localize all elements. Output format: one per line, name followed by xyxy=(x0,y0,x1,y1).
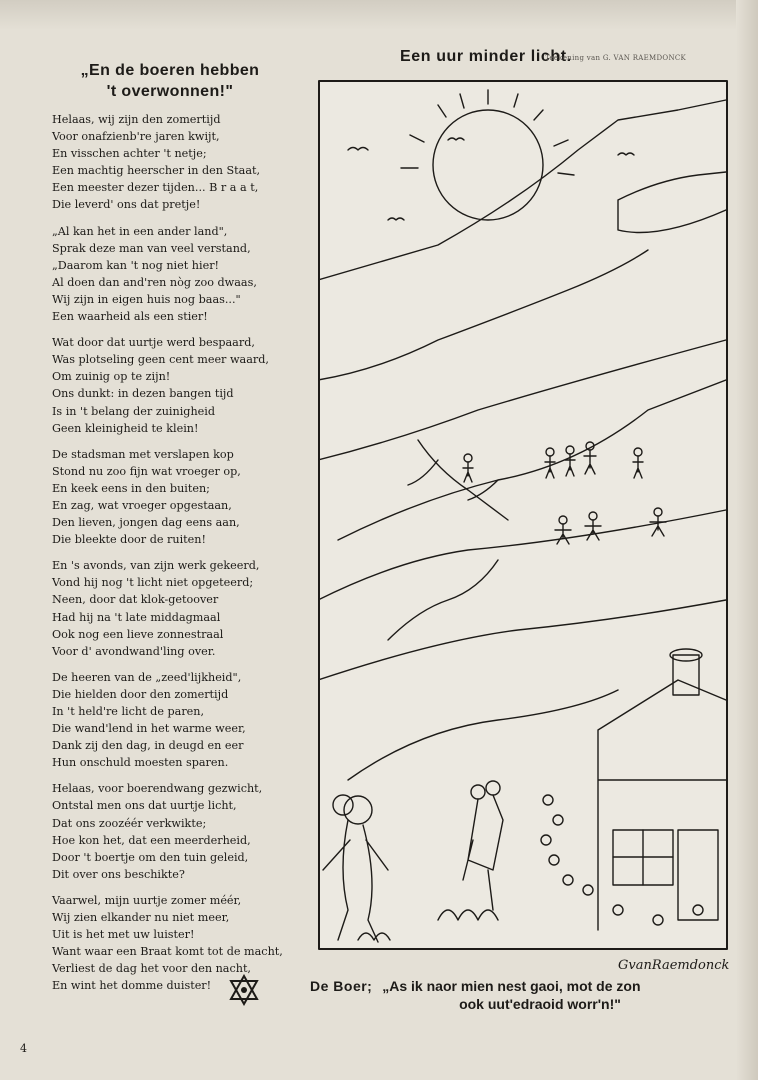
poem-stanza xyxy=(52,892,302,995)
poem-line: Ons dunkt: in dezen bangen tijd xyxy=(52,387,234,401)
poem-line: Voor d' avondwand'ling over. xyxy=(52,644,216,658)
cartoon-caption xyxy=(310,977,730,1013)
cartoon-credit: Teekening van G. VAN RAEMDONCK xyxy=(545,54,687,62)
poem-line: „Al kan het in een ander land", xyxy=(52,224,228,238)
poem-line: En keek eens in den buiten; xyxy=(52,481,210,495)
poem-line: Door 't boertje om den tuin geleid, xyxy=(52,850,249,864)
poem-stanza xyxy=(52,334,302,437)
poem-line: Voor onafzienb're jaren kwijt, xyxy=(52,130,220,144)
poem-stanza xyxy=(52,111,302,214)
poem-line: Is in 't belang der zuinigheid xyxy=(52,404,216,418)
poem-stanza xyxy=(52,446,302,549)
cartoon-border xyxy=(319,81,727,949)
poem-line: Had hij na 't late middagmaal xyxy=(52,610,221,624)
poem-title xyxy=(40,60,300,102)
poem-line: Wij zien elkander nu niet meer, xyxy=(52,911,230,925)
page-fold-shadow xyxy=(736,0,758,1080)
poem-line: Want waar een Braat komt tot de macht, xyxy=(52,945,283,959)
poem-body xyxy=(52,111,302,1004)
poem-line: Sprak deze man van veel verstand, xyxy=(52,241,251,255)
poem-title-line-1: „En de boeren hebben xyxy=(80,62,260,79)
poem-line: Ontstal men ons dat uurtje licht, xyxy=(52,799,237,813)
poem-line: Vond hij nog 't licht niet opgeteerd; xyxy=(52,576,254,590)
poem-line: Verliest de dag het voor den nacht, xyxy=(52,962,251,976)
poem-line: En visschen achter 't netje; xyxy=(52,147,207,161)
star-of-david-icon xyxy=(228,974,260,1006)
poem-line: En wint het domme duister! xyxy=(52,979,212,993)
poem-line: Om zuinig op te zijn! xyxy=(52,370,171,384)
poem-line: Die hielden door den zomertijd xyxy=(52,687,229,701)
poem-line: Helaas, voor boerendwang gezwicht, xyxy=(52,782,263,796)
cartoon-illustration xyxy=(318,80,728,952)
poem-line: Geen kleinigheid te klein! xyxy=(52,421,199,435)
poem-line: Die bleekte door de ruiten! xyxy=(52,533,206,547)
poem-line: Uit is het met uw luister! xyxy=(52,928,195,942)
poem-line: „Daarom kan 't nog niet hier! xyxy=(52,258,220,272)
poem-line: En zag, wat vroeger opgestaan, xyxy=(52,498,232,512)
poem-line: Helaas, wij zijn den zomertijd xyxy=(52,113,221,126)
poem-line: Dat ons zoozéér verkwikte; xyxy=(52,816,207,830)
poem-line: Wij zijn in eigen huis nog baas..." xyxy=(52,292,241,306)
poem-line: Een waarheid als een stier! xyxy=(52,310,208,324)
poem-line: In 't held're licht de paren, xyxy=(52,705,205,718)
poem-line: En 's avonds, van zijn werk gekeerd, xyxy=(52,559,260,573)
caption-quote-line-1: „As ik naor mien nest gaoi, mot de zon xyxy=(382,978,641,994)
poem-line: De stadsman met verslapen kop xyxy=(52,447,234,461)
page-number: 4 xyxy=(20,1042,27,1055)
poem-title-line-2: 't overwonnen!" xyxy=(106,83,234,100)
poem-stanza xyxy=(52,557,302,660)
poem-line: Een meester dezer tijden... B r a a t, xyxy=(52,181,259,195)
poem-line: Hoe kon het, dat een meerderheid, xyxy=(52,833,251,847)
cartoon-title: Een uur minder licht. xyxy=(400,48,572,65)
poem-line: Neen, door dat klok-getoover xyxy=(52,593,219,607)
poem-stanza xyxy=(52,223,302,326)
poem-line: Hun onschuld moesten sparen. xyxy=(52,756,229,770)
poem-line: Die wand'lend in het warme weer, xyxy=(52,722,246,736)
page-edge-shadow xyxy=(0,0,758,30)
poem-line: Ook nog een lieve zonnestraal xyxy=(52,627,224,641)
poem-stanza xyxy=(52,669,302,772)
caption-speaker: De Boer; xyxy=(310,978,373,994)
poem-line: Die leverd' ons dat pretje! xyxy=(52,198,201,212)
poem-line: Een machtig heerscher in den Staat, xyxy=(52,164,261,178)
poem-line: Al doen dan and'ren nòg zoo dwaas, xyxy=(52,275,257,289)
poem-line: Was plotseling geen cent meer waard, xyxy=(52,353,269,367)
artist-signature: GvanRaemdonck xyxy=(618,958,730,973)
poem-line: Vaarwel, mijn uurtje zomer méér, xyxy=(52,893,242,907)
poem-line: Den lieven, jongen dag eens aan, xyxy=(52,516,240,530)
poem-line: Wat door dat uurtje werd bespaard, xyxy=(52,336,255,350)
caption-quote-line-2: ook uut'edraoid worr'n!" xyxy=(459,996,621,1012)
poem-line: De heeren van de „zeed'lijkheid", xyxy=(52,670,242,684)
poem-stanza xyxy=(52,780,302,883)
poem-line: Dank zij den dag, in deugd en eer xyxy=(52,739,244,753)
poem-line: Stond nu zoo fijn wat vroeger op, xyxy=(52,464,241,478)
poem-line: Dit over ons beschikte? xyxy=(52,867,185,881)
